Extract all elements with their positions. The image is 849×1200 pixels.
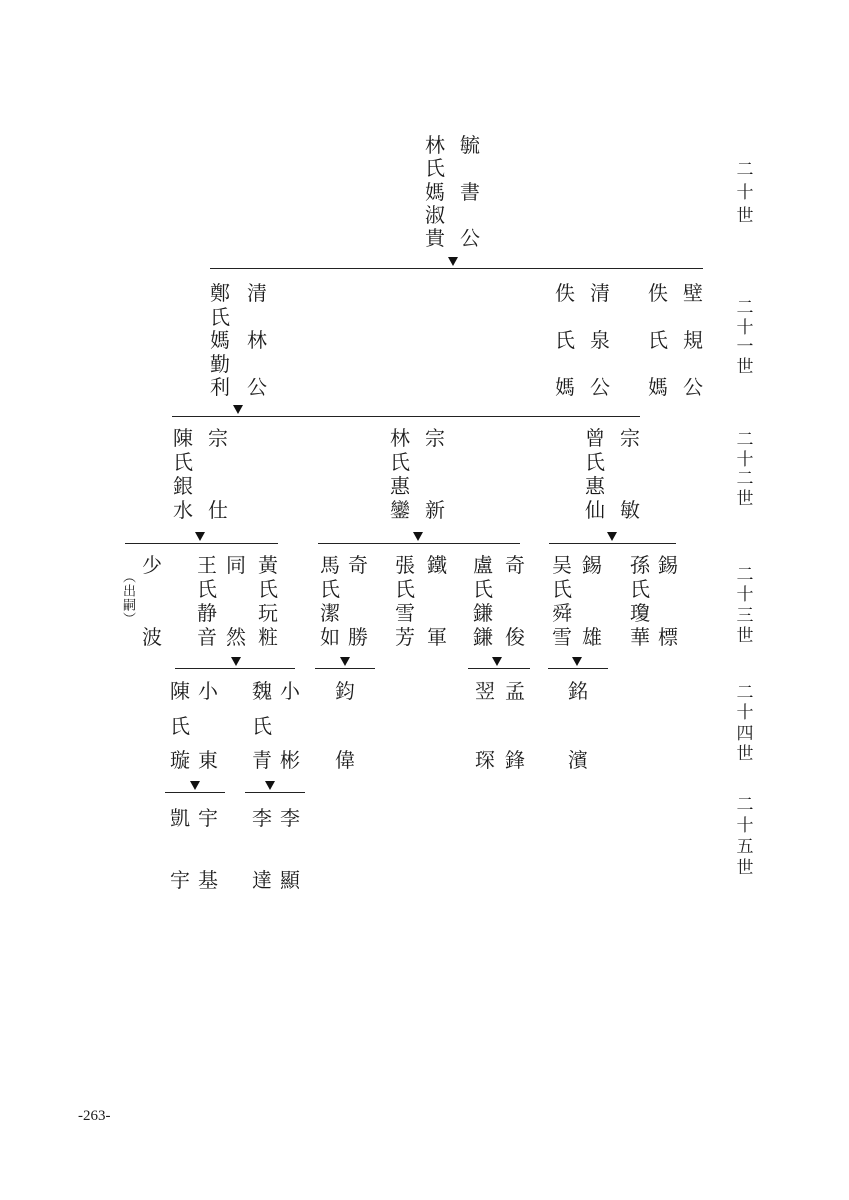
glyph: 清 — [247, 281, 267, 305]
glyph: 偉 — [335, 748, 355, 772]
person-name-kaiyu — [168, 807, 192, 891]
glyph: 俊 — [505, 625, 525, 649]
glyph: 奇 — [505, 553, 525, 577]
glyph: 張 — [395, 553, 415, 577]
person-name-mengfeng — [503, 680, 527, 771]
glyph: 氏 — [585, 450, 605, 474]
glyph: 波 — [142, 625, 162, 649]
down-arrow-icon — [195, 532, 205, 541]
generation-label-23 — [733, 566, 757, 646]
glyph: 鈞 — [335, 679, 355, 703]
glyph: 孟 — [505, 679, 525, 703]
branch-line — [468, 668, 530, 669]
glyph: 玩 — [258, 601, 278, 625]
glyph: 氏 — [252, 713, 272, 738]
glyph: 貴 — [425, 226, 445, 250]
glyph: 氏 — [170, 713, 190, 738]
glyph: 少 — [142, 553, 162, 577]
generation-label-24 — [733, 684, 757, 764]
person-name-tiejun — [425, 554, 449, 648]
glyph: 媽 — [648, 375, 668, 399]
glyph: 媽 — [555, 375, 575, 399]
spouse-name-ma-jieru — [318, 554, 342, 648]
down-arrow-icon — [448, 257, 458, 266]
glyph: 書 — [460, 179, 480, 204]
person-name-junwei — [333, 680, 357, 771]
glyph: 二 — [736, 469, 754, 490]
glyph: 銘 — [568, 679, 588, 703]
person-name-lida — [250, 807, 274, 891]
glyph: 然 — [226, 625, 246, 649]
glyph: 翌 — [475, 679, 495, 703]
person-name-qijun — [503, 554, 527, 648]
glyph: 鑾 — [390, 498, 410, 522]
glyph: 宗 — [425, 426, 445, 450]
down-arrow-icon — [340, 657, 350, 666]
glyph: 鎌 — [473, 625, 493, 649]
person-name-xiaobin — [278, 680, 302, 771]
glyph: 林 — [247, 328, 267, 352]
glyph: 氏 — [390, 450, 410, 474]
generation-label-20 — [733, 161, 757, 226]
down-arrow-icon — [190, 781, 200, 790]
down-arrow-icon — [265, 781, 275, 790]
glyph: 粧 — [258, 625, 278, 649]
glyph: 華 — [630, 625, 650, 649]
spouse-name-zhang-xuefang — [393, 554, 417, 648]
person-name-yushu — [458, 134, 482, 249]
branch-line — [175, 668, 295, 669]
glyph: 泉 — [590, 328, 610, 352]
glyph: 二 — [736, 160, 754, 180]
glyph: 鐵 — [427, 553, 447, 577]
person-name-mingbin — [566, 680, 590, 771]
glyph: 雄 — [582, 625, 602, 649]
spouse-name-sun-qionghua — [628, 554, 652, 648]
glyph: 二 — [736, 565, 754, 585]
spouse-name-zheng-qinli — [208, 282, 232, 398]
spouse-name-lin-shugui — [423, 134, 447, 249]
glyph: 媽 — [425, 179, 445, 204]
glyph: 利 — [210, 375, 230, 399]
person-name-zongxin — [423, 427, 447, 521]
glyph: 吴 — [552, 553, 572, 577]
glyph: 鄭 — [210, 281, 230, 305]
glyph: 音 — [197, 625, 217, 649]
spouse-name-lin-huiluan — [388, 427, 412, 521]
glyph: 公 — [247, 375, 267, 399]
glyph: 錫 — [582, 553, 602, 577]
glyph: 一 — [736, 337, 754, 358]
spouse-name-lu-lianlian — [471, 554, 495, 648]
spouse-name-wei-qing — [250, 680, 274, 771]
glyph: 鎌 — [473, 601, 493, 625]
glyph: 二 — [736, 795, 754, 815]
generation-label-21 — [733, 299, 757, 377]
glyph: 達 — [252, 868, 272, 892]
glyph: 陳 — [173, 426, 193, 450]
glyph: 壁 — [683, 281, 703, 305]
glyph: 水 — [173, 498, 193, 522]
glyph: 惠 — [585, 474, 605, 498]
glyph: 佚 — [648, 281, 668, 305]
page-number: -263- — [78, 1108, 111, 1124]
glyph: 李 — [280, 806, 300, 830]
adoption-note: （出嗣） — [120, 570, 135, 626]
glyph: 顯 — [280, 868, 300, 892]
generation-label-22 — [733, 431, 757, 509]
glyph: 陳 — [170, 679, 190, 703]
glyph: 仕 — [208, 498, 228, 522]
person-name-qinglin — [245, 282, 269, 398]
glyph: 舜 — [552, 601, 572, 625]
glyph: 公 — [460, 226, 480, 250]
glyph: 世 — [736, 488, 754, 509]
down-arrow-icon — [572, 657, 582, 666]
glyph: 静 — [197, 601, 217, 625]
branch-line — [125, 543, 278, 544]
glyph: 世 — [736, 206, 754, 226]
spouse-name-unknown-1 — [553, 282, 577, 398]
glyph: 世 — [736, 356, 754, 377]
glyph: 十 — [736, 449, 754, 470]
person-name-bigui — [681, 282, 705, 398]
person-name-xixiong — [580, 554, 604, 648]
glyph: 十 — [736, 317, 754, 338]
glyph: 毓 — [460, 133, 480, 157]
glyph: 銀 — [173, 474, 193, 498]
glyph: 王 — [197, 553, 217, 577]
person-name-tongran — [224, 554, 248, 648]
glyph: 軍 — [427, 625, 447, 649]
glyph: 四 — [736, 723, 754, 744]
glyph: 小 — [280, 679, 300, 703]
spouse-name-chen-yinshui — [171, 427, 195, 521]
glyph: 氏 — [197, 577, 217, 601]
down-arrow-icon — [413, 532, 423, 541]
glyph: 宇 — [170, 868, 190, 892]
glyph: 宗 — [620, 426, 640, 450]
glyph: 規 — [683, 328, 703, 352]
branch-line — [548, 668, 608, 669]
person-name-lixian — [278, 807, 302, 891]
glyph: 黃 — [258, 553, 278, 577]
glyph: 彬 — [280, 748, 300, 772]
branch-line — [315, 668, 375, 669]
glyph: 奇 — [348, 553, 368, 577]
glyph: 氏 — [173, 450, 193, 474]
person-name-shaobo — [140, 554, 164, 648]
glyph: 十 — [736, 703, 754, 724]
glyph: 魏 — [252, 679, 272, 703]
glyph: 二 — [736, 430, 754, 450]
glyph: 淑 — [425, 202, 445, 227]
glyph: 濱 — [568, 748, 588, 772]
glyph: 雪 — [552, 625, 572, 649]
glyph: 芳 — [395, 625, 415, 649]
branch-line — [245, 792, 305, 793]
glyph: 氏 — [258, 577, 278, 601]
glyph: 十 — [736, 816, 754, 836]
glyph: 宇 — [198, 806, 218, 830]
branch-line — [165, 792, 225, 793]
person-name-xibiao — [656, 554, 680, 648]
glyph: 標 — [658, 625, 678, 649]
person-name-qingquan — [588, 282, 612, 398]
branch-line — [318, 543, 520, 544]
glyph: 世 — [736, 625, 754, 646]
glyph: 氏 — [630, 577, 650, 601]
glyph: 東 — [198, 748, 218, 772]
glyph: 十 — [736, 585, 754, 606]
glyph: 敏 — [620, 498, 640, 522]
person-name-yichen — [473, 680, 497, 771]
glyph: 公 — [683, 375, 703, 399]
glyph: 勤 — [210, 351, 230, 376]
glyph: 林 — [390, 426, 410, 450]
person-name-zongmin — [618, 427, 642, 521]
person-name-qisheng — [346, 554, 370, 648]
down-arrow-icon — [233, 405, 243, 414]
glyph: 雪 — [395, 601, 415, 625]
branch-line — [549, 543, 676, 544]
glyph: 琛 — [475, 748, 495, 772]
glyph: 世 — [736, 858, 754, 878]
glyph: 李 — [252, 806, 272, 830]
glyph: 惠 — [390, 474, 410, 498]
person-name-zongshi — [206, 427, 230, 521]
glyph: 瓊 — [630, 601, 650, 625]
glyph: 如 — [320, 625, 340, 649]
spouse-name-chen-xuan — [168, 680, 192, 771]
glyph: 青 — [252, 748, 272, 772]
person-name-yuji — [196, 807, 220, 891]
glyph: 氏 — [473, 577, 493, 601]
spouse-name-huang-wanzhuang — [256, 554, 280, 648]
glyph: 同 — [226, 553, 246, 577]
glyph: 世 — [736, 743, 754, 764]
glyph: 鋒 — [505, 748, 525, 772]
spouse-name-wang-jingyin — [195, 554, 219, 648]
glyph: 盧 — [473, 553, 493, 577]
glyph: 媽 — [210, 328, 230, 352]
glyph: 凱 — [170, 806, 190, 830]
glyph: 新 — [425, 498, 445, 522]
glyph: 小 — [198, 679, 218, 703]
glyph: 曾 — [585, 426, 605, 450]
glyph: 氏 — [425, 156, 445, 181]
glyph: 氏 — [395, 577, 415, 601]
down-arrow-icon — [607, 532, 617, 541]
down-arrow-icon — [231, 657, 241, 666]
spouse-name-wu-shunxue — [550, 554, 574, 648]
person-name-xiaodong — [196, 680, 220, 771]
glyph: 馬 — [320, 553, 340, 577]
glyph: 二 — [736, 683, 754, 703]
glyph: 錫 — [658, 553, 678, 577]
glyph: 宗 — [208, 426, 228, 450]
glyph: 公 — [590, 375, 610, 399]
glyph: 勝 — [348, 625, 368, 649]
glyph: 十 — [736, 183, 754, 203]
glyph: 氏 — [210, 304, 230, 329]
glyph: 氏 — [552, 577, 572, 601]
glyph: 氏 — [648, 328, 668, 352]
glyph: 佚 — [555, 281, 575, 305]
spouse-name-unknown-2 — [646, 282, 670, 398]
glyph: 孫 — [630, 553, 650, 577]
glyph: 氏 — [320, 577, 340, 601]
glyph: 基 — [198, 868, 218, 892]
glyph: 五 — [736, 837, 754, 857]
generation-label-25 — [733, 796, 757, 878]
glyph: 璇 — [170, 748, 190, 772]
glyph: 林 — [425, 133, 445, 157]
glyph: 氏 — [555, 328, 575, 352]
branch-line — [210, 268, 703, 269]
glyph: 仙 — [585, 498, 605, 522]
spouse-name-zeng-huixian — [583, 427, 607, 521]
down-arrow-icon — [492, 657, 502, 666]
glyph: 二 — [736, 298, 754, 318]
glyph: 潔 — [320, 601, 340, 625]
glyph: 清 — [590, 281, 610, 305]
glyph: 三 — [736, 605, 754, 626]
branch-line — [172, 416, 640, 417]
